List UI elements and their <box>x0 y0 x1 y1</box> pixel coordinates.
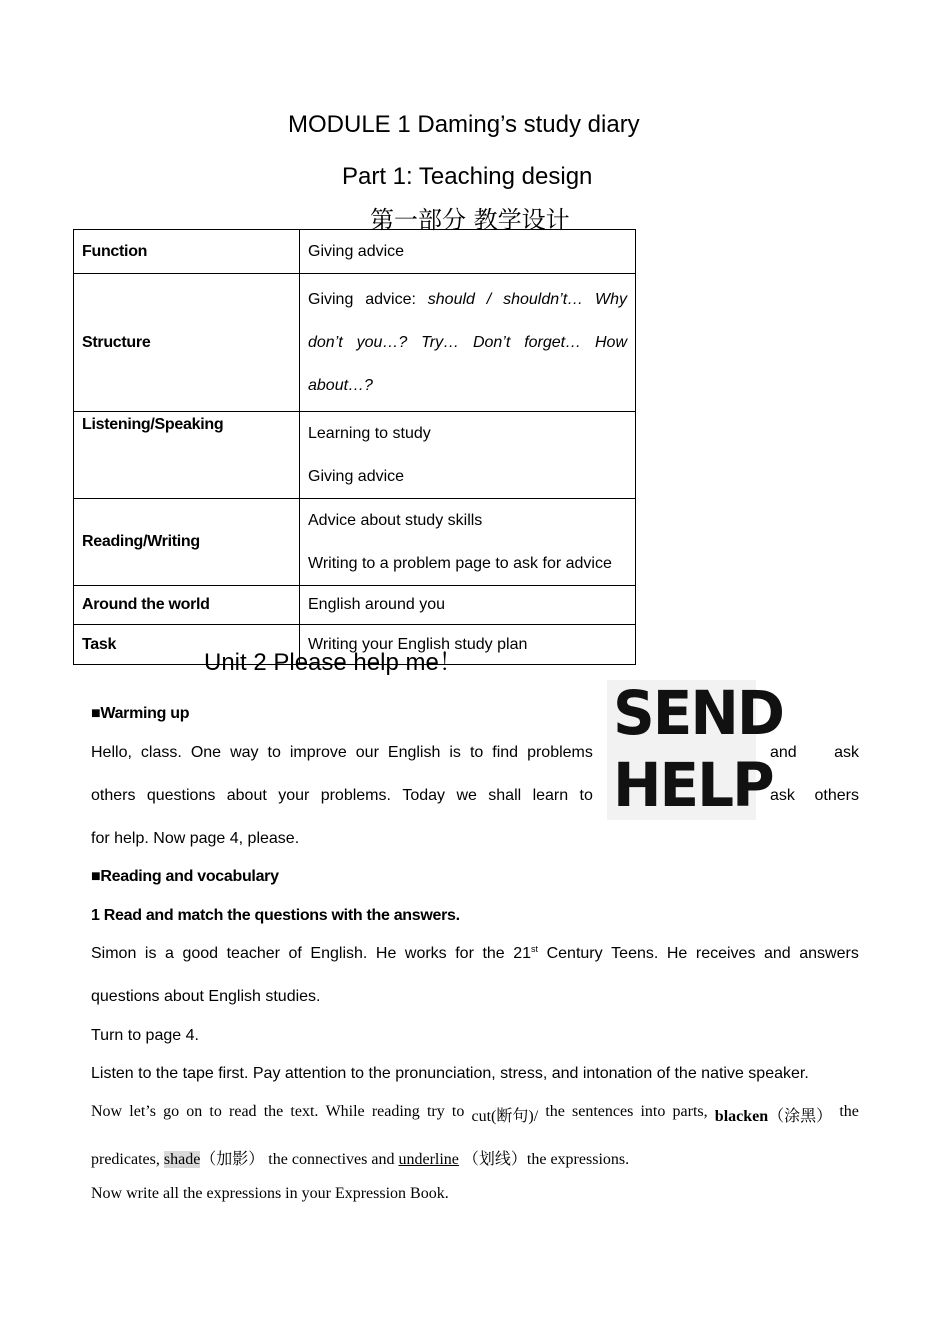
part-title-chinese: 第一部分 教学设计 <box>370 206 570 234</box>
word: is <box>144 945 157 962</box>
word: shall <box>488 787 522 804</box>
turn-to-page: Turn to page 4. <box>91 1027 199 1044</box>
shade-term: shade <box>163 1151 201 1168</box>
part-title: Part 1: Teaching design <box>342 163 593 190</box>
reading-instruction-line-1 <box>91 1103 859 1126</box>
send-help-word-help: HELP <box>613 749 773 821</box>
reading-instruction-line-2: predicates, shade（加影） the connectives and underline （划线）the expressions. <box>91 1151 630 1168</box>
word: He <box>666 945 688 962</box>
word: Century <box>546 945 603 962</box>
word: While <box>325 1103 365 1120</box>
word: let’s <box>129 1103 156 1120</box>
warming-up-heading: ■Warming up <box>91 705 190 722</box>
word: the <box>545 1103 565 1120</box>
word: to <box>267 744 281 761</box>
word: reading <box>371 1103 420 1120</box>
word: we <box>456 787 477 804</box>
word: and <box>770 744 797 761</box>
word: to <box>579 787 593 804</box>
module-title: MODULE 1 Daming’s study diary <box>288 111 640 138</box>
word: go <box>163 1103 180 1120</box>
word: read <box>229 1103 257 1120</box>
table-row <box>74 412 636 499</box>
word: find <box>492 744 519 761</box>
row-label-listening-speaking: Listening/Speaking <box>74 412 300 499</box>
warming-line-1 <box>91 744 593 762</box>
word: ask <box>770 787 795 804</box>
row-label-reading-writing: Reading/Writing <box>74 499 300 586</box>
underline-term: underline <box>398 1151 459 1168</box>
word: way <box>230 744 259 761</box>
word: answers <box>799 945 859 962</box>
row-label-task: Task <box>74 625 300 665</box>
word: others <box>91 787 136 804</box>
word: He <box>375 945 397 962</box>
row-label-around-the-world: Around the world <box>74 586 300 625</box>
word: learn <box>532 787 569 804</box>
word: for <box>455 945 474 962</box>
word: try <box>426 1103 445 1120</box>
row-value-function: Giving advice <box>300 230 636 274</box>
row-label-function: Function <box>74 230 300 274</box>
word: One <box>190 744 222 761</box>
reading-task: 1 Read and match the questions with the answers. <box>91 907 460 924</box>
word: teacher <box>226 945 280 962</box>
simon-line-1 <box>91 945 859 963</box>
cut-term: cut(断句)/ <box>471 1108 539 1125</box>
send-help-word-send: SEND <box>613 677 784 749</box>
word: about <box>226 787 267 804</box>
blacken-term: blacken（涂黑） <box>714 1108 833 1125</box>
simon-line-2: questions about English studies. <box>91 988 321 1005</box>
word: improve <box>289 744 347 761</box>
word: class. <box>140 744 182 761</box>
word: English. <box>310 945 368 962</box>
word: and <box>763 945 791 962</box>
word: on <box>186 1103 203 1120</box>
word: to <box>451 1103 465 1120</box>
row-value-reading-writing: Advice about study skills Writing to a problem page to ask for advice <box>300 499 636 586</box>
the-word: the <box>839 1103 859 1120</box>
word: Hello, <box>91 744 132 761</box>
table-row <box>74 586 636 625</box>
row-value-listening-speaking: Learning to study Giving advice <box>300 412 636 499</box>
word: is <box>449 744 461 761</box>
word: receives <box>695 945 756 962</box>
unit-title: Unit 2 Please help me！ <box>204 649 463 676</box>
table-row <box>74 274 636 412</box>
warming-line-2 <box>91 787 593 805</box>
word: parts, <box>672 1103 708 1120</box>
word: your <box>278 787 310 804</box>
row-label-structure: Structure <box>74 274 300 412</box>
word: English <box>387 744 441 761</box>
word: our <box>355 744 379 761</box>
word: a <box>165 945 174 962</box>
word: text. <box>290 1103 319 1120</box>
warming-line-3: for help. Now page 4, please. <box>91 830 300 847</box>
word: good <box>182 945 219 962</box>
word: Today <box>402 787 446 804</box>
word: the <box>482 945 505 962</box>
word: Now <box>91 1103 123 1120</box>
row-value-structure: Giving advice: should / shouldn’t… Why don’t you…? Try… Don’t forget… How about…? <box>300 274 636 412</box>
word: problems. <box>320 787 391 804</box>
word: questions <box>146 787 216 804</box>
word: problems <box>527 744 593 761</box>
word: Simon <box>91 945 137 962</box>
listen-instruction: Listen to the tape first. Pay attention to the pronunciation, stress, and intonation of the native speaker. <box>91 1065 809 1082</box>
table-row <box>74 499 636 586</box>
word: of <box>288 945 302 962</box>
reading-vocabulary-heading: ■Reading and vocabulary <box>91 868 279 885</box>
word: into <box>640 1103 666 1120</box>
teaching-design-table <box>73 229 636 665</box>
word: works <box>404 945 447 962</box>
word: others <box>814 787 859 804</box>
word: Teens. <box>611 945 659 962</box>
word: to <box>469 744 484 761</box>
row-value-around-the-world: English around you <box>300 586 636 625</box>
word: ask <box>834 744 859 761</box>
warming-line-1-right <box>770 744 859 762</box>
word: to <box>209 1103 222 1120</box>
table-row <box>74 230 636 274</box>
row-value-task: Writing your English study plan <box>300 625 636 665</box>
word: sentences <box>572 1103 634 1120</box>
ordinal-21st: 21st <box>513 944 539 962</box>
warming-line-2-right <box>770 787 859 805</box>
expression-book-instruction: Now write all the expressions in your Expression Book. <box>91 1185 449 1202</box>
word: the <box>263 1103 284 1120</box>
